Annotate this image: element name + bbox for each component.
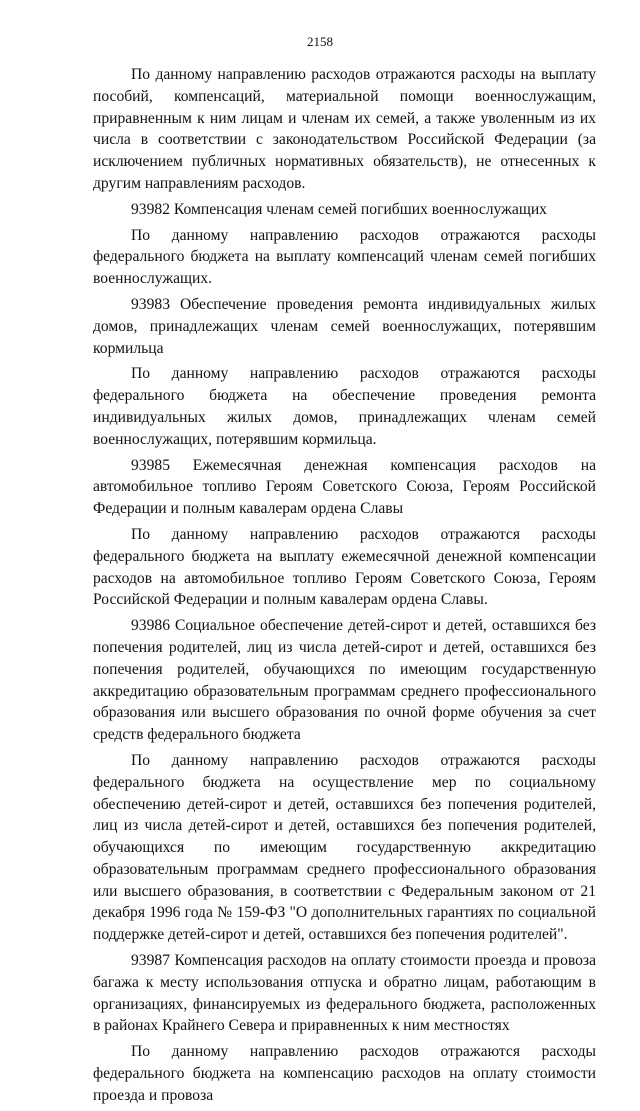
heading-93983: 93983 Обеспечение проведения ремонта индивидуальных жилых домов, принадлежащих членам семей военнослужащих, потерявшим кормильца bbox=[93, 295, 596, 357]
heading-93982: 93982 Компенсация членам семей погибших военнослужащих bbox=[131, 200, 547, 218]
document-body bbox=[93, 64, 596, 1111]
paragraph-93982-description: По данному направлению расходов отражаются расходы федерального бюджета на выплату компенсаций членам семей погибших военнослужащих. bbox=[93, 226, 596, 288]
heading-93985: 93985 Ежемесячная денежная компенсация расходов на автомобильное топливо Героям Советского Союза, Героям Российской Федерации и полным кавалерам ордена Славы bbox=[93, 456, 596, 518]
paragraph-93985-description: По данному направлению расходов отражаются расходы федерального бюджета на выплату ежемесячной денежной компенсации расходов на автомобильное топливо Героям Советского Союза, Героям Российской Федерации и полным кавалерам ордена Славы. bbox=[93, 525, 596, 609]
paragraph-93983-description: По данному направлению расходов отражаются расходы федерального бюджета на обеспечение проведения ремонта индивидуальных жилых домов, принадлежащих членам семей военнослужащих, потерявшим кормильца. bbox=[93, 365, 596, 448]
paragraph-expense-description: По данному направлению расходов отражаются расходы на выплату пособий, компенсаций, материальной помощи военнослужащим, приравненным к ним лицам и членам их семей, а также уволенным из их числа в соответствии с законодательством Российской Федерации (за исключением публичных нормативных обязательств), не отнесенных к другим направлениям расходов. bbox=[93, 66, 596, 192]
heading-93986: 93986 Социальное обеспечение детей-сирот и детей, оставшихся без попечения родителей, лиц из числа детей-сирот и детей, оставшихся без попечения родителей, обучающихся по имеющим государственную аккредитацию образовательным программам среднего профессионального образования или высшего образования по очной форме обучения за счет средств федерального бюджета bbox=[93, 617, 596, 744]
page-number: 2158 bbox=[307, 34, 333, 49]
paragraph-93987-description: По данному направлению расходов отражаются расходы федерального бюджета на компенсацию расходов на оплату стоимости проезда и провоза bbox=[93, 1043, 596, 1104]
paragraph-93986-description: По данному направлению расходов отражаются расходы федерального бюджета на осуществление мер по социальному обеспечению детей-сирот и детей, оставшихся без попечения родителей, лиц из числа детей-сирот и детей, оставшихся без попечения родителей, обучающихся по имеющим государственную аккредитацию образовательным программам среднего профессионального образования или высшего образования, в соответствии с Федеральным законом от 21 декабря 1996 года № 159-ФЗ "О дополнительных гарантиях по социальной поддержке детей-сирот и детей, оставшихся без попечения родителей". bbox=[93, 751, 596, 944]
heading-93987: 93987 Компенсация расходов на оплату стоимости проезда и провоза багажа к месту использования отпуска и обратно лицам, работающим в организациях, финансируемых из федерального бюджета, расположенных в районах Крайнего Севера и приравненных к ним местностях bbox=[93, 952, 596, 1035]
